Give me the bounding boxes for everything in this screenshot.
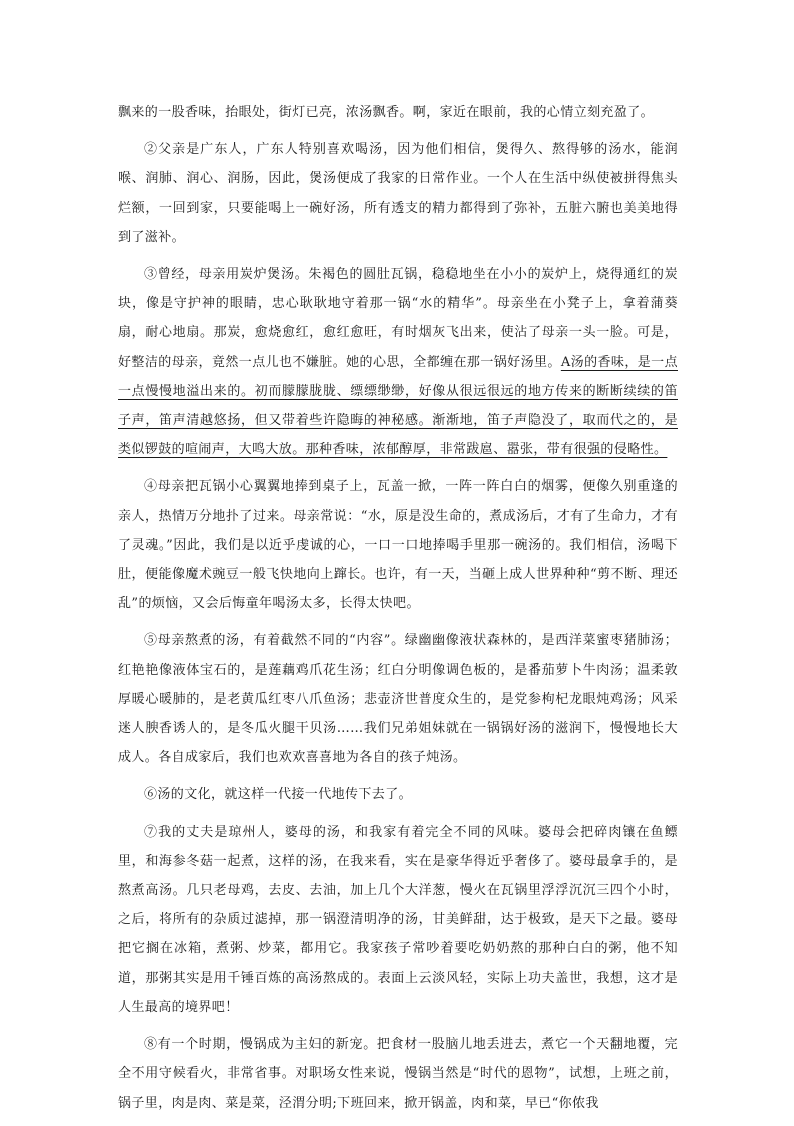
paragraph-2: ②父亲是广东人，广东人特别喜欢喝汤，因为他们相信，煲得久、熬得够的汤水，能润喉、润肺、润心、润肠，因此，煲汤便成了我家的日常作业。一个人在生活中纵使被拼得焦头烂额，一回到家，只要能喝上一碗好汤，所有透支的精力都得到了弥补，五脏六腑也美美地得到了滋补。 — [118, 142, 678, 245]
paragraph-continued: 飘来的一股香味，抬眼处，街灯已亮，浓汤飘香。啊，家近在眼前，我的心情立刻充盈了。 — [118, 105, 655, 120]
underlined-passage-a: A汤的香味，是一点一点慢慢地溢出来的。初而朦朦胧胧、缥缥缈缈，好像从很远很远的地方传来的断断续续的笛子声，笛声清越悠扬，但又带着些许隐晦的神秘感。渐渐地，笛子声隐没了，取而代之的，是类似锣鼓的喧闹声，大鸣大放。那种香味，浓郁醇厚，非常跋扈、嚣张，带有很强的侵略性。 — [118, 354, 678, 458]
paragraph-4: ④母亲把瓦锅小心翼翼地捧到桌子上，瓦盖一掀，一阵一阵白白的烟雾，便像久别重逢的亲人，热情万分地扑了过来。母亲常说：“水，原是没生命的，煮成汤后，才有了生命力，才有了灵魂。”因此，我们是以近乎虔诚的心，一口一口地捧喝手里那一碗汤的。我们相信，汤喝下肚，便能像魔术豌豆一般飞快地向上蹿长。也许，有一天，当砸上成人世界种种“剪不断、理还乱”的烦恼，又会后悔童年喝汤太多，长得太快吧。 — [118, 479, 678, 612]
article-body — [118, 98, 678, 1126]
paragraph-6: ⑥汤的文化，就这样一代接一代地传下去了。 — [144, 787, 413, 803]
paragraph-7: ⑦我的丈夫是琼州人，婆母的汤，和我家有着完全不同的风味。婆母会把碎肉镶在鱼鳔里，和海参冬菇一起煮，这样的汤，在我来看，实在是豪华得近乎奢侈了。婆母最拿手的，是熬煮高汤。几只老母鸡，去皮、去油，加上几个大洋葱，慢火在瓦锅里浮浮沉沉三四个小时，之后，将所有的杂质过滤掉，那一锅澄清明净的汤，甘美鲜甜，达于极致，是天下之最。婆母把它搁在冰箱，煮粥、炒菜，都用它。我家孩子常吵着要吃奶奶熬的那种白白的粥，他不知道，那粥其实是用千锤百炼的高汤熬成的。表面上云淡风轻，实际上功夫盖世，我想，这才是人生最高的境界吧！ — [118, 824, 678, 1015]
paragraph-3-text: ③曾经，母亲用炭炉煲汤。朱褐色的圆肚瓦锅，稳稳地坐在小小的炭炉上，烧得通红的炭块，像是守护神的眼睛，忠心耿耿地守着那一锅“水的精华”。母亲坐在小凳子上，拿着蒲葵扇，耐心地扇。那炭，愈烧愈红，愈红愈旺，有时烟灰飞出来，使沾了母亲一头一脸。可是，好整洁的母亲，竟然一点儿也不嫌脏。她的心思，全都缠在那一锅好汤里。 — [118, 267, 678, 370]
paragraph-8: ⑧有一个时期，慢锅成为主妇的新宠。把食材一股脑儿地丢进去，煮它一个天翻地覆，完全不用守候看火，非常省事。对职场女性来说，慢锅当然是“时代的恩物”，试想，上班之前，锅子里，肉是肉、菜是菜，泾渭分明;下班回来，掀开锅盖，肉和菜，早已“你侬我 — [118, 1037, 678, 1111]
paragraph-3 — [118, 260, 678, 464]
paragraph-5: ⑤母亲熬煮的汤，有着截然不同的“内容”。绿幽幽像液状森林的，是西洋菜蜜枣猪肺汤；红艳艳像液体宝石的，是莲藕鸡爪花生汤；红白分明像调色板的，是番茄萝卜牛肉汤；温柔敦厚暖心暖肺的，是老黄瓜红枣八爪鱼汤；悲壶济世普度众生的，是党参枸杞龙眼炖鸡汤；风采迷人腴香诱人的，是冬瓜火腿干贝汤……我们兄弟姐妹就在一锅锅好汤的滋润下，慢慢地长大成人。各自成家后，我们也欢欢喜喜地为各自的孩子炖汤。 — [118, 633, 678, 766]
